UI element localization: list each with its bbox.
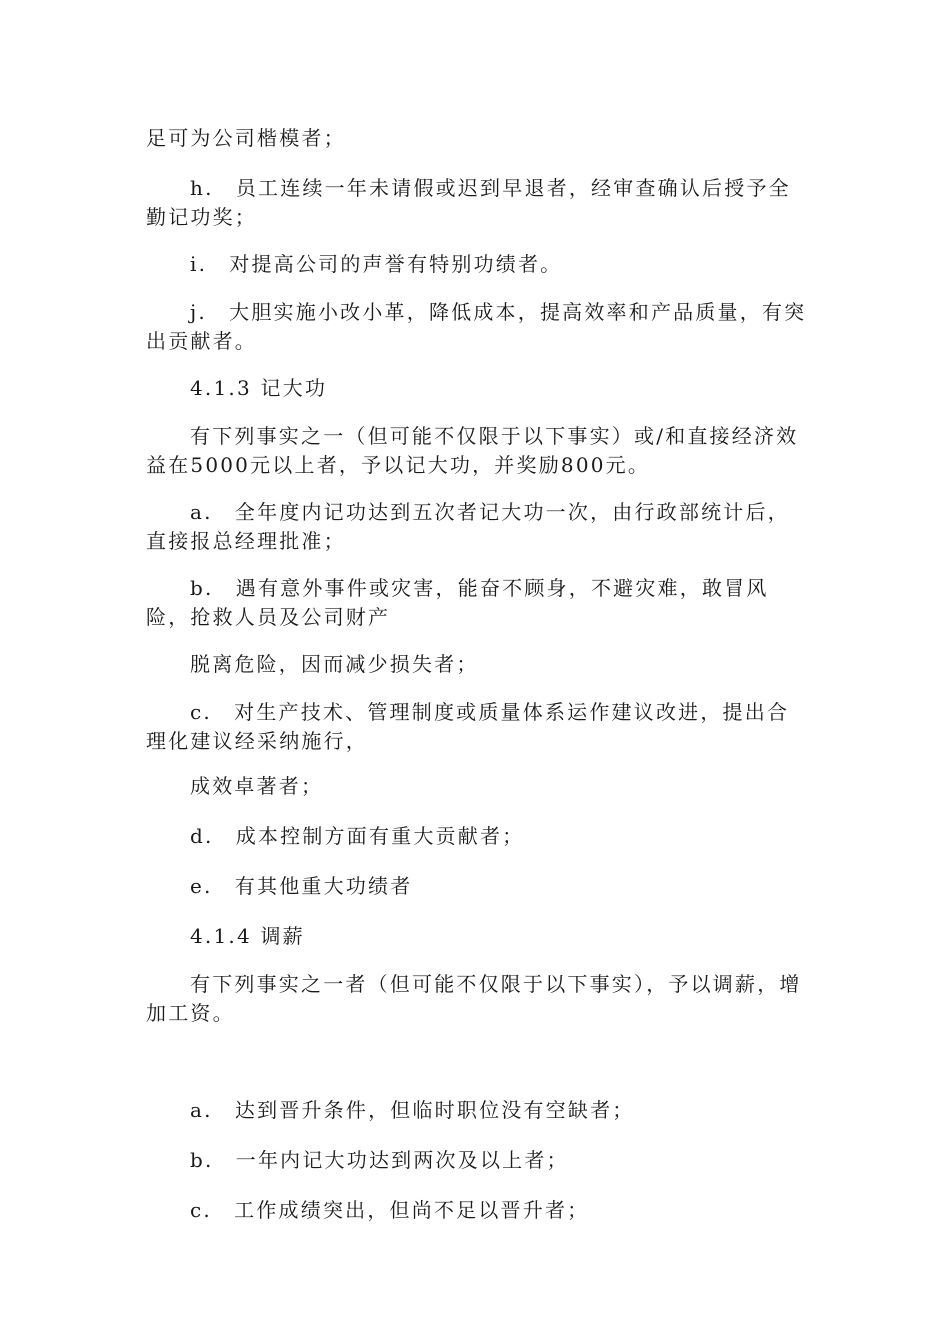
- item-c-major-merit: c. 对生产技术、管理制度或质量体系运作建议改进，提出合理化建议经采纳施行，: [146, 700, 790, 753]
- paragraph-continuation: 足可为公司楷模者；: [146, 126, 346, 150]
- item-j: j. 大胆实施小改小革，降低成本，提高效率和产品质量，有突出贡献者。: [146, 300, 807, 353]
- item-h: h. 员工连续一年未请假或迟到早退者，经审查确认后授予全勤记功奖；: [146, 176, 791, 229]
- item-c-continuation: 成效卓著者；: [190, 774, 324, 798]
- item-a-salary: a. 达到晋升条件，但临时职位没有空缺者；: [190, 1098, 635, 1122]
- section-heading-4-1-4: 4.1.4 调薪: [190, 924, 305, 948]
- item-i: i. 对提高公司的声誉有特别功绩者。: [190, 252, 563, 276]
- section-intro-4-1-4: 有下列事实之一者（但可能不仅限于以下事实），予以调薪，增加工资。: [146, 972, 802, 1025]
- item-a-major-merit: a. 全年度内记功达到五次者记大功一次，由行政部统计后，直接报总经理批准；: [146, 500, 790, 553]
- item-e-major-merit: e. 有其他重大功绩者: [190, 874, 413, 898]
- item-c-salary: c. 工作成绩突出，但尚不足以晋升者；: [190, 1198, 590, 1222]
- section-intro-4-1-3: 有下列事实之一（但可能不仅限于以下事实）或/和直接经济效益在5000元以上者，予以记大功，并奖励800元。: [146, 424, 799, 477]
- item-d-major-merit: d. 成本控制方面有重大贡献者；: [190, 824, 525, 848]
- item-b-salary: b. 一年内记大功达到两次及以上者；: [190, 1148, 569, 1172]
- item-b-major-merit: b. 遇有意外事件或灾害，能奋不顾身，不避灾难，敢冒风险，抢救人员及公司财产: [146, 576, 769, 629]
- item-b-continuation: 脱离危险，因而减少损失者；: [190, 652, 479, 676]
- section-heading-4-1-3: 4.1.3 记大功: [190, 376, 328, 400]
